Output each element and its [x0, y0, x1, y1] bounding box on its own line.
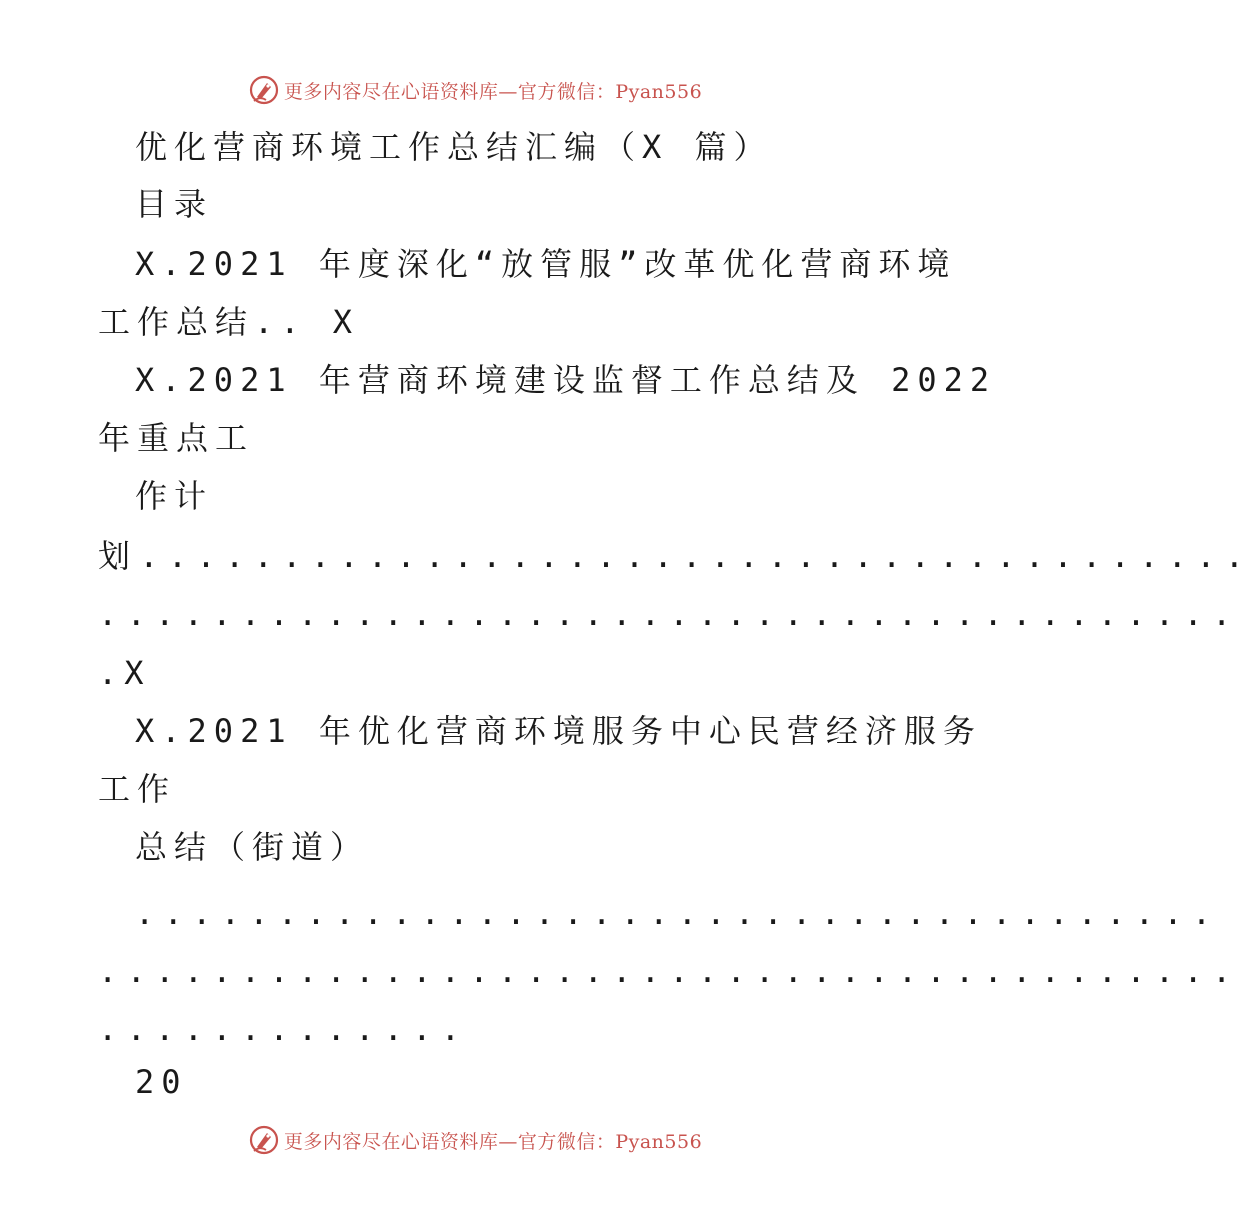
- toc-heading: 目录: [135, 185, 214, 223]
- toc-entry-3-leader-2: ........................................: [98, 952, 1241, 990]
- document-title: 优化营商环境工作总结汇编（X 篇）: [135, 128, 773, 166]
- watermark-text: 更多内容尽在心语资料库—官方微信：Pyan556: [283, 80, 703, 103]
- toc-entry-2-line-3: 作计: [135, 477, 214, 515]
- toc-entry-2-leader-2: ........................................: [98, 595, 1241, 633]
- toc-entry-3-line-2: 工作: [98, 770, 177, 808]
- toc-entry-3-page: 20: [135, 1063, 188, 1101]
- toc-entry-3-line-1: X.2021 年优化营商环境服务中心民营经济服务: [135, 712, 982, 750]
- toc-entry-3-leader-3: .............: [98, 1010, 470, 1048]
- toc-entry-2-leader-1: 划.......................................: [98, 537, 1253, 575]
- pen-nib-logo-icon: [248, 74, 280, 106]
- toc-entry-2-line-1: X.2021 年营商环境建设监督工作总结及 2022: [135, 361, 997, 399]
- toc-entry-1-line-2: 工作总结.. X: [98, 303, 360, 341]
- header-watermark-banner: [0, 70, 950, 110]
- toc-entry-3-leader-1: ......................................: [135, 894, 1221, 932]
- pen-nib-logo-icon: [248, 1124, 280, 1156]
- toc-entry-2-page: .X: [98, 654, 151, 692]
- watermark-text: 更多内容尽在心语资料库—官方微信：Pyan556: [283, 1130, 703, 1153]
- toc-entry-3-line-3: 总结（街道）: [135, 828, 370, 866]
- toc-entry-2-line-2: 年重点工: [98, 419, 255, 457]
- footer-watermark-banner: [0, 1120, 950, 1160]
- toc-entry-1-line-1: X.2021 年度深化“放管服”改革优化营商环境: [135, 245, 957, 283]
